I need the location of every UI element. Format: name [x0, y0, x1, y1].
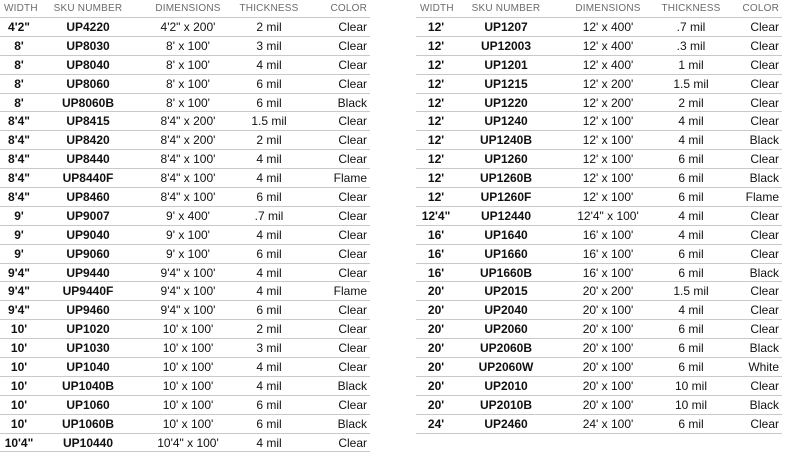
cell-thickness: 3 mil — [238, 339, 300, 358]
table-row — [0, 36, 370, 55]
right-product-table — [416, 0, 782, 434]
cell-width: 10' — [0, 320, 38, 339]
cell-sku: UP9040 — [38, 225, 138, 244]
cell-color: Clear — [722, 244, 782, 263]
cell-sku: UP8460 — [38, 188, 138, 207]
cell-dimensions: 20' x 100' — [556, 301, 660, 320]
table-row — [0, 225, 370, 244]
table-row — [0, 395, 370, 414]
table-row — [416, 376, 782, 395]
cell-color: Clear — [300, 206, 370, 225]
cell-color: Black — [722, 131, 782, 150]
cell-width: 10'4" — [0, 433, 38, 452]
cell-width: 16' — [416, 244, 456, 263]
cell-sku: UP12440 — [456, 206, 556, 225]
cell-width: 8'4" — [0, 150, 38, 169]
table-row — [416, 358, 782, 377]
cell-dimensions: 8'4" x 100' — [138, 169, 238, 188]
cell-thickness: 6 mil — [238, 188, 300, 207]
cell-dimensions: 8' x 100' — [138, 93, 238, 112]
cell-width: 20' — [416, 395, 456, 414]
cell-width: 8' — [0, 36, 38, 55]
cell-color: Clear — [300, 74, 370, 93]
cell-dimensions: 8' x 100' — [138, 55, 238, 74]
cell-width: 8'4" — [0, 188, 38, 207]
cell-dimensions: 8'4" x 100' — [138, 188, 238, 207]
cell-dimensions: 8' x 100' — [138, 74, 238, 93]
cell-sku: UP1020 — [38, 320, 138, 339]
cell-dimensions: 12'4" x 100' — [556, 206, 660, 225]
cell-width: 16' — [416, 263, 456, 282]
cell-color: Clear — [300, 244, 370, 263]
table-row — [416, 36, 782, 55]
cell-width: 9' — [0, 225, 38, 244]
cell-width: 8'4" — [0, 131, 38, 150]
cell-sku: UP9007 — [38, 206, 138, 225]
cell-thickness: 6 mil — [660, 188, 722, 207]
cell-thickness: 4 mil — [238, 376, 300, 395]
cell-color: Clear — [722, 301, 782, 320]
cell-dimensions: 9'4" x 100' — [138, 282, 238, 301]
cell-dimensions: 9' x 400' — [138, 206, 238, 225]
header-width: WIDTH — [4, 3, 38, 14]
cell-dimensions: 10' x 100' — [138, 339, 238, 358]
cell-width: 10' — [0, 414, 38, 433]
cell-color: Clear — [722, 18, 782, 37]
table-row — [0, 320, 370, 339]
cell-width: 16' — [416, 225, 456, 244]
cell-dimensions: 10' x 100' — [138, 320, 238, 339]
cell-width: 12' — [416, 112, 456, 131]
cell-width: 4'2" — [0, 18, 38, 37]
cell-color: Clear — [722, 376, 782, 395]
table-row — [416, 93, 782, 112]
cell-sku: UP1260F — [456, 188, 556, 207]
cell-width: 12' — [416, 169, 456, 188]
cell-color: Flame — [300, 169, 370, 188]
cell-color: Clear — [722, 282, 782, 301]
table-row — [0, 339, 370, 358]
cell-dimensions: 10'4" x 100' — [138, 433, 238, 452]
cell-width: 8'4" — [0, 112, 38, 131]
cell-color: Clear — [300, 320, 370, 339]
cell-width: 8'4" — [0, 169, 38, 188]
cell-width: 8' — [0, 74, 38, 93]
table-row — [0, 188, 370, 207]
cell-width: 12' — [416, 74, 456, 93]
cell-thickness: .3 mil — [660, 36, 722, 55]
table-row — [416, 18, 782, 37]
cell-thickness: 10 mil — [660, 395, 722, 414]
table-row — [0, 376, 370, 395]
cell-sku: UP2060B — [456, 339, 556, 358]
table-row — [416, 150, 782, 169]
table-row — [416, 225, 782, 244]
cell-color: Clear — [300, 55, 370, 74]
cell-thickness: 2 mil — [660, 93, 722, 112]
cell-color: Black — [300, 93, 370, 112]
cell-width: 20' — [416, 358, 456, 377]
cell-color: Clear — [300, 225, 370, 244]
cell-sku: UP1201 — [456, 55, 556, 74]
cell-dimensions: 20' x 100' — [556, 358, 660, 377]
cell-color: Clear — [300, 358, 370, 377]
table-row — [0, 206, 370, 225]
cell-color: Black — [722, 169, 782, 188]
cell-color: Clear — [722, 93, 782, 112]
cell-dimensions: 9'4" x 100' — [138, 301, 238, 320]
table-row — [0, 282, 370, 301]
cell-sku: UP8440 — [38, 150, 138, 169]
cell-thickness: 1.5 mil — [660, 74, 722, 93]
table-row — [0, 169, 370, 188]
cell-color: Clear — [300, 263, 370, 282]
cell-sku: UP1040 — [38, 358, 138, 377]
cell-color: Black — [722, 395, 782, 414]
cell-sku: UP8030 — [38, 36, 138, 55]
table-row — [0, 55, 370, 74]
cell-width: 8' — [0, 55, 38, 74]
cell-thickness: 4 mil — [238, 150, 300, 169]
cell-color: White — [722, 358, 782, 377]
cell-sku: UP8060 — [38, 74, 138, 93]
cell-sku: UP2460 — [456, 414, 556, 433]
header-dimensions: DIMENSIONS — [575, 3, 641, 14]
cell-sku: UP2010 — [456, 376, 556, 395]
cell-dimensions: 4'2" x 200' — [138, 18, 238, 37]
cell-thickness: 4 mil — [660, 225, 722, 244]
table-row — [0, 18, 370, 37]
cell-sku: UP2060 — [456, 320, 556, 339]
cell-dimensions: 8'4" x 200' — [138, 112, 238, 131]
cell-thickness: 4 mil — [660, 301, 722, 320]
cell-dimensions: 8'4" x 100' — [138, 150, 238, 169]
cell-dimensions: 12' x 400' — [556, 18, 660, 37]
table-row — [416, 74, 782, 93]
cell-sku: UP1060B — [38, 414, 138, 433]
header-width: WIDTH — [420, 3, 454, 14]
table-row — [0, 433, 370, 452]
cell-color: Clear — [722, 206, 782, 225]
cell-dimensions: 8' x 100' — [138, 36, 238, 55]
cell-thickness: 4 mil — [238, 169, 300, 188]
cell-thickness: 6 mil — [238, 74, 300, 93]
cell-sku: UP2010B — [456, 395, 556, 414]
left-table-body — [0, 18, 370, 452]
cell-dimensions: 12' x 400' — [556, 36, 660, 55]
cell-dimensions: 12' x 200' — [556, 74, 660, 93]
cell-color: Flame — [722, 188, 782, 207]
cell-color: Clear — [722, 320, 782, 339]
cell-width: 8' — [0, 93, 38, 112]
cell-width: 12' — [416, 36, 456, 55]
cell-sku: UP2040 — [456, 301, 556, 320]
header-dimensions: DIMENSIONS — [155, 3, 221, 14]
cell-dimensions: 9' x 100' — [138, 225, 238, 244]
header-sku: SKU NUMBER — [471, 3, 541, 14]
cell-dimensions: 20' x 100' — [556, 320, 660, 339]
table-row — [0, 112, 370, 131]
cell-color: Flame — [300, 282, 370, 301]
cell-thickness: 6 mil — [660, 263, 722, 282]
cell-thickness: 4 mil — [238, 433, 300, 452]
left-header-row — [0, 0, 370, 18]
table-row — [0, 263, 370, 282]
cell-color: Clear — [722, 74, 782, 93]
cell-sku: UP8415 — [38, 112, 138, 131]
cell-thickness: 6 mil — [238, 414, 300, 433]
header-thickness: THICKNESS — [661, 3, 721, 14]
cell-thickness: 6 mil — [238, 301, 300, 320]
cell-thickness: 4 mil — [660, 112, 722, 131]
cell-sku: UP1240B — [456, 131, 556, 150]
cell-dimensions: 10' x 100' — [138, 358, 238, 377]
cell-dimensions: 24' x 100' — [556, 414, 660, 433]
cell-width: 20' — [416, 301, 456, 320]
cell-color: Black — [300, 414, 370, 433]
cell-thickness: 6 mil — [660, 320, 722, 339]
cell-width: 20' — [416, 339, 456, 358]
cell-color: Clear — [300, 188, 370, 207]
cell-dimensions: 20' x 100' — [556, 339, 660, 358]
cell-sku: UP9440 — [38, 263, 138, 282]
cell-dimensions: 12' x 100' — [556, 131, 660, 150]
cell-dimensions: 12' x 100' — [556, 188, 660, 207]
left-product-table — [0, 0, 370, 452]
cell-sku: UP1060 — [38, 395, 138, 414]
cell-sku: UP8040 — [38, 55, 138, 74]
cell-color: Clear — [722, 112, 782, 131]
cell-width: 12'4" — [416, 206, 456, 225]
cell-sku: UP1640 — [456, 225, 556, 244]
cell-thickness: 2 mil — [238, 131, 300, 150]
table-row — [416, 206, 782, 225]
cell-dimensions: 20' x 200' — [556, 282, 660, 301]
cell-sku: UP1215 — [456, 74, 556, 93]
cell-sku: UP8420 — [38, 131, 138, 150]
cell-thickness: 10 mil — [660, 376, 722, 395]
table-row — [416, 301, 782, 320]
cell-thickness: 1 mil — [660, 55, 722, 74]
cell-sku: UP1260 — [456, 150, 556, 169]
cell-color: Clear — [722, 36, 782, 55]
cell-dimensions: 9' x 100' — [138, 244, 238, 263]
cell-sku: UP1207 — [456, 18, 556, 37]
table-row — [416, 169, 782, 188]
table-row — [0, 301, 370, 320]
cell-dimensions: 12' x 100' — [556, 150, 660, 169]
cell-width: 9' — [0, 206, 38, 225]
cell-thickness: .7 mil — [660, 18, 722, 37]
cell-width: 10' — [0, 376, 38, 395]
table-row — [0, 150, 370, 169]
table-row — [416, 55, 782, 74]
cell-width: 12' — [416, 18, 456, 37]
cell-sku: UP1660B — [456, 263, 556, 282]
cell-thickness: 6 mil — [238, 244, 300, 263]
cell-width: 10' — [0, 395, 38, 414]
cell-dimensions: 10' x 100' — [138, 414, 238, 433]
cell-dimensions: 20' x 100' — [556, 395, 660, 414]
cell-thickness: 6 mil — [660, 169, 722, 188]
cell-color: Clear — [300, 395, 370, 414]
cell-sku: UP4220 — [38, 18, 138, 37]
cell-color: Black — [722, 339, 782, 358]
cell-color: Clear — [722, 225, 782, 244]
cell-sku: UP8060B — [38, 93, 138, 112]
cell-width: 9'4" — [0, 282, 38, 301]
cell-thickness: 6 mil — [660, 244, 722, 263]
cell-dimensions: 16' x 100' — [556, 225, 660, 244]
cell-dimensions: 12' x 200' — [556, 93, 660, 112]
cell-width: 12' — [416, 55, 456, 74]
table-row — [0, 131, 370, 150]
cell-color: Clear — [300, 433, 370, 452]
cell-thickness: 3 mil — [238, 36, 300, 55]
cell-color: Clear — [722, 150, 782, 169]
cell-thickness: 6 mil — [660, 358, 722, 377]
cell-dimensions: 10' x 100' — [138, 395, 238, 414]
cell-thickness: 4 mil — [238, 263, 300, 282]
cell-color: Clear — [300, 112, 370, 131]
header-thickness: THICKNESS — [239, 3, 299, 14]
table-row — [416, 244, 782, 263]
cell-width: 20' — [416, 282, 456, 301]
table-row — [416, 263, 782, 282]
cell-sku: UP1040B — [38, 376, 138, 395]
table-row — [416, 395, 782, 414]
cell-color: Black — [300, 376, 370, 395]
cell-width: 12' — [416, 150, 456, 169]
cell-width: 9' — [0, 244, 38, 263]
table-row — [416, 282, 782, 301]
cell-width: 9'4" — [0, 301, 38, 320]
cell-width: 12' — [416, 188, 456, 207]
cell-thickness: 4 mil — [238, 225, 300, 244]
cell-dimensions: 12' x 400' — [556, 55, 660, 74]
cell-width: 12' — [416, 131, 456, 150]
cell-sku: UP2015 — [456, 282, 556, 301]
cell-thickness: .7 mil — [238, 206, 300, 225]
cell-thickness: 2 mil — [238, 18, 300, 37]
cell-thickness: 6 mil — [238, 93, 300, 112]
cell-sku: UP8440F — [38, 169, 138, 188]
cell-sku: UP9060 — [38, 244, 138, 263]
cell-dimensions: 20' x 100' — [556, 376, 660, 395]
header-sku: SKU NUMBER — [53, 3, 123, 14]
cell-width: 24' — [416, 414, 456, 433]
cell-color: Clear — [300, 36, 370, 55]
cell-width: 10' — [0, 358, 38, 377]
right-header-row — [416, 0, 782, 18]
cell-sku: UP9460 — [38, 301, 138, 320]
cell-color: Clear — [722, 414, 782, 433]
table-row — [416, 188, 782, 207]
cell-sku: UP1240 — [456, 112, 556, 131]
cell-color: Clear — [300, 339, 370, 358]
header-color: COLOR — [742, 3, 779, 14]
cell-thickness: 6 mil — [660, 414, 722, 433]
cell-sku: UP9440F — [38, 282, 138, 301]
cell-thickness: 6 mil — [238, 395, 300, 414]
cell-sku: UP1260B — [456, 169, 556, 188]
table-row — [416, 131, 782, 150]
cell-thickness: 4 mil — [238, 55, 300, 74]
cell-width: 20' — [416, 376, 456, 395]
cell-thickness: 4 mil — [238, 282, 300, 301]
table-row — [416, 320, 782, 339]
cell-dimensions: 16' x 100' — [556, 263, 660, 282]
cell-color: Clear — [722, 55, 782, 74]
cell-sku: UP10440 — [38, 433, 138, 452]
cell-thickness: 1.5 mil — [238, 112, 300, 131]
cell-color: Clear — [300, 150, 370, 169]
cell-color: Black — [722, 263, 782, 282]
cell-dimensions: 12' x 100' — [556, 112, 660, 131]
table-row — [416, 339, 782, 358]
cell-dimensions: 8'4" x 200' — [138, 131, 238, 150]
header-color: COLOR — [330, 3, 367, 14]
cell-sku: UP1660 — [456, 244, 556, 263]
cell-sku: UP2060W — [456, 358, 556, 377]
cell-color: Clear — [300, 301, 370, 320]
table-row — [416, 414, 782, 433]
cell-width: 20' — [416, 320, 456, 339]
cell-sku: UP1030 — [38, 339, 138, 358]
table-row — [416, 112, 782, 131]
table-row — [0, 93, 370, 112]
table-row — [0, 358, 370, 377]
cell-thickness: 6 mil — [660, 339, 722, 358]
right-table-body — [416, 18, 782, 434]
table-row — [0, 244, 370, 263]
cell-thickness: 4 mil — [660, 206, 722, 225]
cell-thickness: 6 mil — [660, 150, 722, 169]
cell-dimensions: 12' x 100' — [556, 169, 660, 188]
cell-thickness: 4 mil — [660, 131, 722, 150]
cell-color: Clear — [300, 131, 370, 150]
cell-dimensions: 16' x 100' — [556, 244, 660, 263]
cell-dimensions: 10' x 100' — [138, 376, 238, 395]
table-row — [0, 74, 370, 93]
cell-sku: UP1220 — [456, 93, 556, 112]
cell-thickness: 2 mil — [238, 320, 300, 339]
cell-thickness: 4 mil — [238, 358, 300, 377]
cell-sku: UP12003 — [456, 36, 556, 55]
cell-color: Clear — [300, 18, 370, 37]
cell-width: 10' — [0, 339, 38, 358]
table-row — [0, 414, 370, 433]
cell-thickness: 1.5 mil — [660, 282, 722, 301]
cell-width: 9'4" — [0, 263, 38, 282]
cell-dimensions: 9'4" x 100' — [138, 263, 238, 282]
cell-width: 12' — [416, 93, 456, 112]
